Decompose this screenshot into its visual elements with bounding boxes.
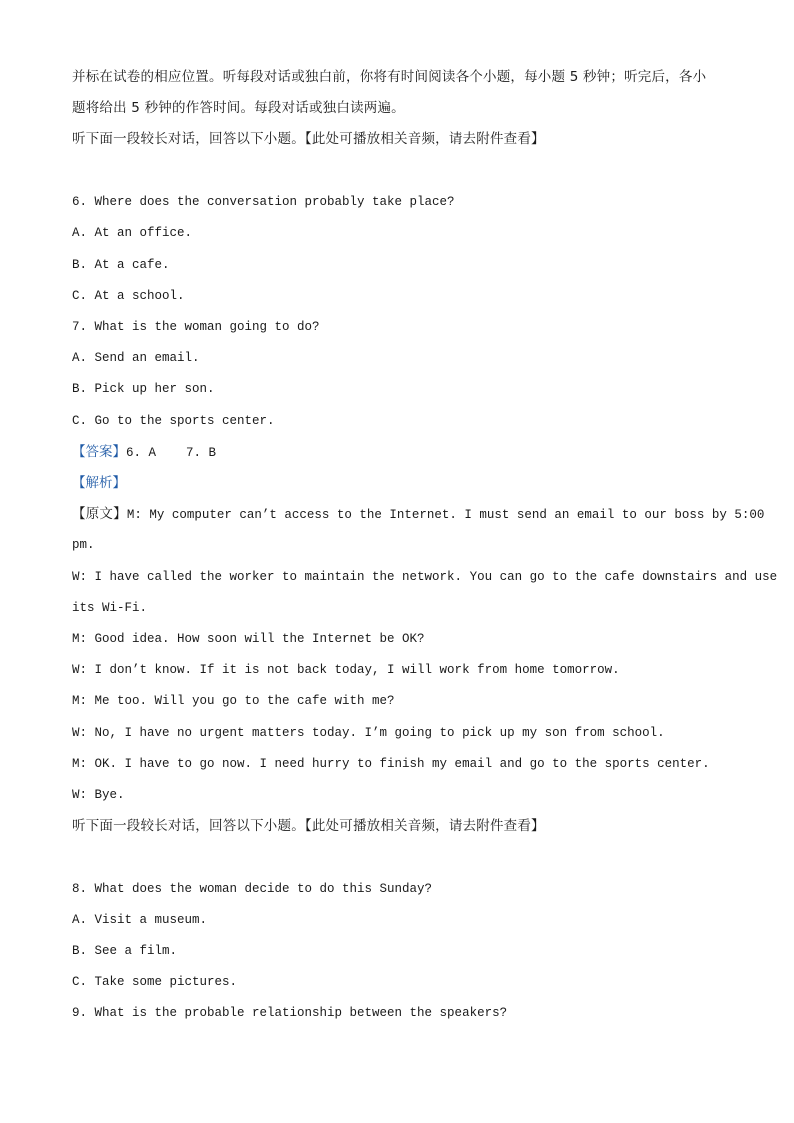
question-8: 8. What does the woman decide to do this Sunday? (72, 882, 433, 896)
question-8-option-a: A. Visit a museum. (72, 913, 208, 927)
answer-label: 【答案】 (72, 444, 126, 460)
question-6-option-b: B. At a cafe. (72, 258, 170, 272)
question-6: 6. Where does the conversation probably take place? (72, 195, 455, 209)
answer-line (72, 442, 216, 462)
transcript-line-3: W: I have called the worker to maintain the network. You can go to the cafe downstairs and use (72, 570, 778, 584)
transcript-line-6: W: I don’t know. If it is not back today, I will work from home tomorrow. (72, 663, 620, 677)
intro-line-2: 题将给出 5 秒钟的作答时间。每段对话或独白读两遍。 (72, 100, 405, 116)
section2-instruction: 听下面一段较长对话，回答以下小题。【此处可播放相关音频，请去附件查看】 (72, 818, 545, 834)
question-6-option-a: A. At an office. (72, 226, 193, 240)
transcript-line-7: M: Me too. Will you go to the cafe with me? (72, 694, 395, 708)
question-8-option-b: B. See a film. (72, 944, 178, 958)
question-7-option-a: A. Send an email. (72, 351, 200, 365)
transcript-line-8: W: No, I have no urgent matters today. I’m going to pick up my son from school. (72, 726, 665, 740)
transcript-line-10: W: Bye. (72, 788, 125, 802)
transcript-line-2: pm. (72, 538, 95, 552)
transcript-line-5: M: Good idea. How soon will the Internet be OK? (72, 632, 425, 646)
question-7-option-c: C. Go to the sports center. (72, 414, 275, 428)
transcript-text: M: My computer can’t access to the Internet. I must send an email to our boss by 5:00 (126, 508, 765, 522)
transcript-line-9: M: OK. I have to go now. I need hurry to finish my email and go to the sports center. (72, 757, 710, 771)
answer-text: 6. A 7. B (126, 446, 217, 460)
question-8-option-c: C. Take some pictures. (72, 975, 238, 989)
transcript-line-4: its Wi-Fi. (72, 601, 148, 615)
question-7-option-b: B. Pick up her son. (72, 382, 215, 396)
transcript-label: 【原文】 (72, 506, 127, 522)
question-6-option-c: C. At a school. (72, 289, 185, 303)
section1-instruction: 听下面一段较长对话，回答以下小题。【此处可播放相关音频，请去附件查看】 (72, 131, 545, 147)
question-9: 9. What is the probable relationship between the speakers? (72, 1006, 508, 1020)
intro-line-1: 并标在试卷的相应位置。听每段对话或独白前，你将有时间阅读各个小题，每小题 5 秒钟；听完后，各小 (72, 69, 707, 85)
transcript-line-1 (72, 504, 764, 524)
analysis-label: 【解析】 (72, 475, 126, 491)
question-7: 7. What is the woman going to do? (72, 320, 320, 334)
